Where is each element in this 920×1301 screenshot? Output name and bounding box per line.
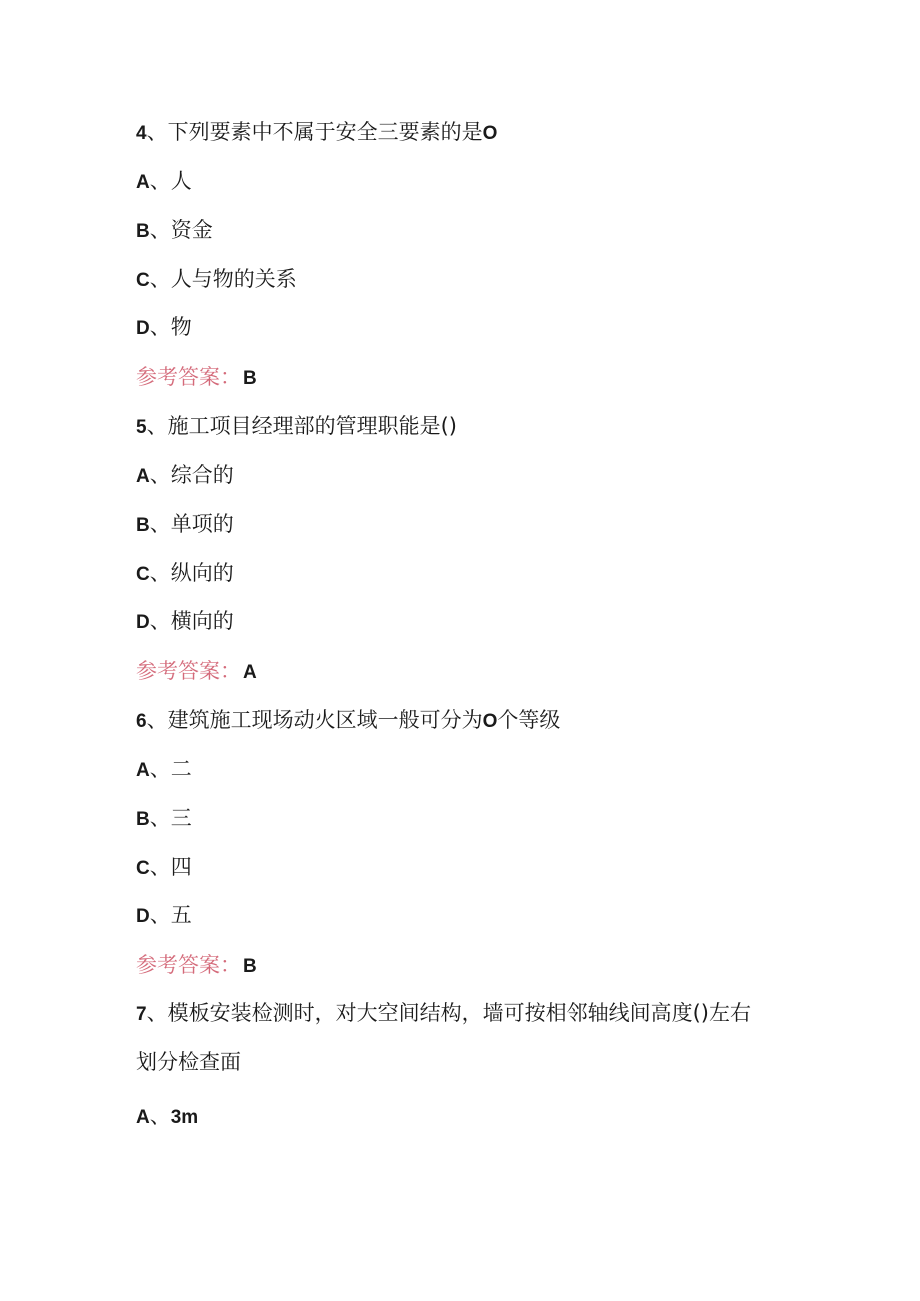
option-text: 人与物的关系 [170,267,297,291]
question-number: 5 [136,417,147,438]
question-4-option-a [136,166,192,198]
question-number: 4 [136,123,147,144]
option-text: 纵向的 [170,561,234,585]
question-blank-marker: O [482,711,498,732]
option-letter: A [136,760,150,781]
option-text: 五 [170,903,192,927]
separator: 、 [146,120,168,144]
question-6-answer [136,950,257,982]
option-text: 3m [170,1107,199,1128]
separator: 、 [149,315,171,339]
option-letter: D [136,318,150,339]
option-letter: C [136,858,150,879]
option-letter: A [136,1107,150,1128]
question-4-answer [136,362,257,394]
question-text-end: 个等级 [497,708,561,732]
question-7-option-a [136,1101,198,1133]
option-text: 三 [170,806,192,830]
option-letter: C [136,270,150,291]
question-5-answer [136,656,257,688]
question-5-stem [136,411,457,443]
question-number: 7 [136,1004,147,1025]
option-letter: A [136,172,150,193]
option-text: 单项的 [170,512,234,536]
question-4-option-c [136,264,297,296]
question-text: 建筑施工现场动火区域一般可分为 [167,708,483,732]
option-letter: D [136,612,150,633]
question-4-option-d [136,312,192,344]
answer-value: A [243,662,257,683]
answer-label: 参考答案： [136,365,241,389]
question-text-continued: 划分检查面 [136,1050,241,1074]
separator: 、 [149,757,171,781]
separator: 、 [149,512,171,536]
answer-value: B [243,956,257,977]
option-letter: B [136,809,150,830]
question-6-option-d [136,900,192,932]
question-5-option-c [136,558,234,590]
question-number: 6 [136,711,147,732]
separator: 、 [149,855,171,879]
separator: 、 [146,1001,168,1025]
option-letter: C [136,564,150,585]
option-text: 四 [170,855,192,879]
option-text: 人 [170,169,192,193]
question-6-option-a [136,754,192,786]
separator: 、 [149,609,171,633]
separator: 、 [149,463,171,487]
separator: 、 [149,806,171,830]
question-7-stem-line2 [136,1047,241,1077]
separator: 、 [149,561,171,585]
option-letter: B [136,515,150,536]
separator: 、 [149,903,171,927]
question-5-option-a [136,460,234,492]
question-6-option-b [136,803,192,835]
question-7-stem-line1 [136,998,751,1030]
option-letter: B [136,221,150,242]
separator: 、 [146,708,168,732]
question-6-stem [136,705,560,737]
separator: 、 [149,267,171,291]
question-4-stem [136,117,497,149]
question-blank-marker: O [482,123,498,144]
question-text: 下列要素中不属于安全三要素的是 [167,120,483,144]
answer-label: 参考答案： [136,953,241,977]
separator: 、 [146,414,168,438]
question-5-option-b [136,509,234,541]
option-text: 二 [170,757,192,781]
answer-label: 参考答案： [136,659,241,683]
option-text: 横向的 [170,609,234,633]
separator: 、 [149,1104,171,1128]
question-text: 施工项目经理部的管理职能是() [167,414,457,438]
option-text: 综合的 [170,463,234,487]
separator: 、 [149,169,171,193]
option-letter: A [136,466,150,487]
question-4-option-b [136,215,213,247]
option-text: 物 [170,315,192,339]
question-6-option-c [136,852,192,884]
option-text: 资金 [170,218,213,242]
answer-value: B [243,368,257,389]
question-5-option-d [136,606,234,638]
separator: 、 [149,218,171,242]
question-text: 模板安装检测时，对大空间结构，墙可按相邻轴线间高度()左右 [167,1001,751,1025]
option-letter: D [136,906,150,927]
